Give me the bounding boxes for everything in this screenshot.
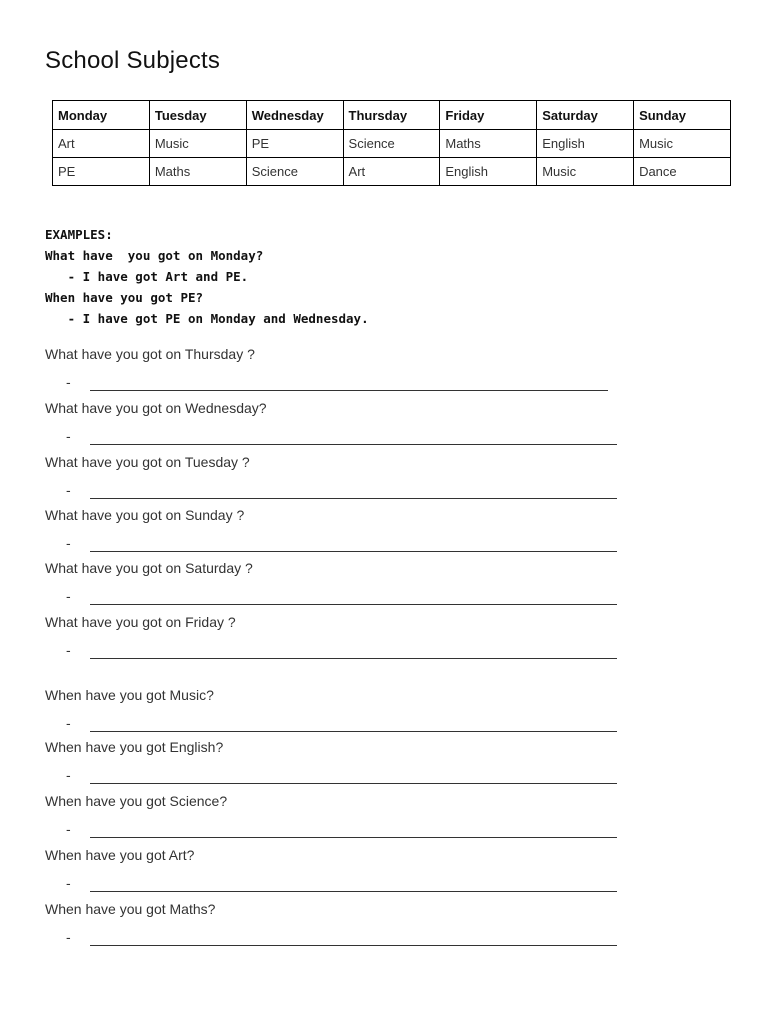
answer-blank-line[interactable] (90, 537, 617, 552)
question-tuesday: What have you got on Tuesday ? (45, 454, 250, 470)
table-cell: Art (53, 130, 150, 158)
answer-blank-line[interactable] (90, 376, 608, 391)
table-cell: Art (343, 158, 440, 186)
answer-dash: - (66, 642, 71, 658)
table-cell: Science (343, 130, 440, 158)
answer-dash: - (66, 767, 71, 783)
answer-saturday (66, 588, 617, 605)
question-wednesday: What have you got on Wednesday? (45, 400, 267, 416)
table-cell: Music (149, 130, 246, 158)
examples-block (45, 224, 369, 329)
table-cell: Dance (634, 158, 731, 186)
answer-dash: - (66, 374, 71, 390)
example-question-1: What have you got on Monday? (45, 248, 264, 263)
table-row (53, 130, 731, 158)
answer-dash: - (66, 929, 71, 945)
question-science: When have you got Science? (45, 793, 228, 809)
table-cell: Music (537, 158, 634, 186)
table-cell: English (537, 130, 634, 158)
answer-dash: - (66, 535, 71, 551)
answer-blank-line[interactable] (90, 931, 617, 946)
question-art: When have you got Art? (45, 847, 195, 863)
answer-dash: - (66, 821, 71, 837)
answer-dash: - (66, 875, 71, 891)
answer-dash: - (66, 482, 71, 498)
answer-dash: - (66, 715, 71, 731)
timetable-header-row (53, 101, 731, 130)
answer-maths (66, 929, 617, 946)
question-maths: When have you got Maths? (45, 901, 216, 917)
table-row (53, 158, 731, 186)
header-saturday: Saturday (537, 101, 634, 130)
table-cell: Science (246, 158, 343, 186)
header-thursday: Thursday (343, 101, 440, 130)
header-monday: Monday (53, 101, 150, 130)
answer-blank-line[interactable] (90, 823, 617, 838)
answer-science (66, 821, 617, 838)
answer-blank-line[interactable] (90, 644, 617, 659)
question-english: When have you got English? (45, 739, 224, 755)
example-answer-1: - I have got Art and PE. (45, 269, 249, 284)
header-wednesday: Wednesday (246, 101, 343, 130)
table-cell: Maths (440, 130, 537, 158)
timetable (52, 100, 731, 186)
answer-blank-line[interactable] (90, 430, 617, 445)
question-saturday: What have you got on Saturday ? (45, 560, 253, 576)
answer-thursday (66, 374, 608, 391)
header-sunday: Sunday (634, 101, 731, 130)
example-question-2: When have you got PE? (45, 290, 204, 305)
answer-blank-line[interactable] (90, 717, 617, 732)
answer-dash: - (66, 588, 71, 604)
answer-blank-line[interactable] (90, 590, 617, 605)
answer-music (66, 715, 617, 732)
header-friday: Friday (440, 101, 537, 130)
example-answer-2: - I have got PE on Monday and Wednesday. (45, 311, 369, 326)
answer-sunday (66, 535, 617, 552)
answer-wednesday (66, 428, 617, 445)
table-cell: Maths (149, 158, 246, 186)
question-friday: What have you got on Friday ? (45, 614, 236, 630)
table-cell: English (440, 158, 537, 186)
header-tuesday: Tuesday (149, 101, 246, 130)
answer-friday (66, 642, 617, 659)
table-cell: PE (53, 158, 150, 186)
question-thursday: What have you got on Thursday ? (45, 346, 255, 362)
answer-english (66, 767, 617, 784)
question-music: When have you got Music? (45, 687, 214, 703)
answer-blank-line[interactable] (90, 484, 617, 499)
answer-art (66, 875, 617, 892)
examples-heading: EXAMPLES: (45, 227, 113, 242)
table-cell: PE (246, 130, 343, 158)
table-cell: Music (634, 130, 731, 158)
question-sunday: What have you got on Sunday ? (45, 507, 245, 523)
answer-tuesday (66, 482, 617, 499)
answer-dash: - (66, 428, 71, 444)
page-title: School Subjects (45, 47, 221, 74)
answer-blank-line[interactable] (90, 877, 617, 892)
answer-blank-line[interactable] (90, 769, 617, 784)
